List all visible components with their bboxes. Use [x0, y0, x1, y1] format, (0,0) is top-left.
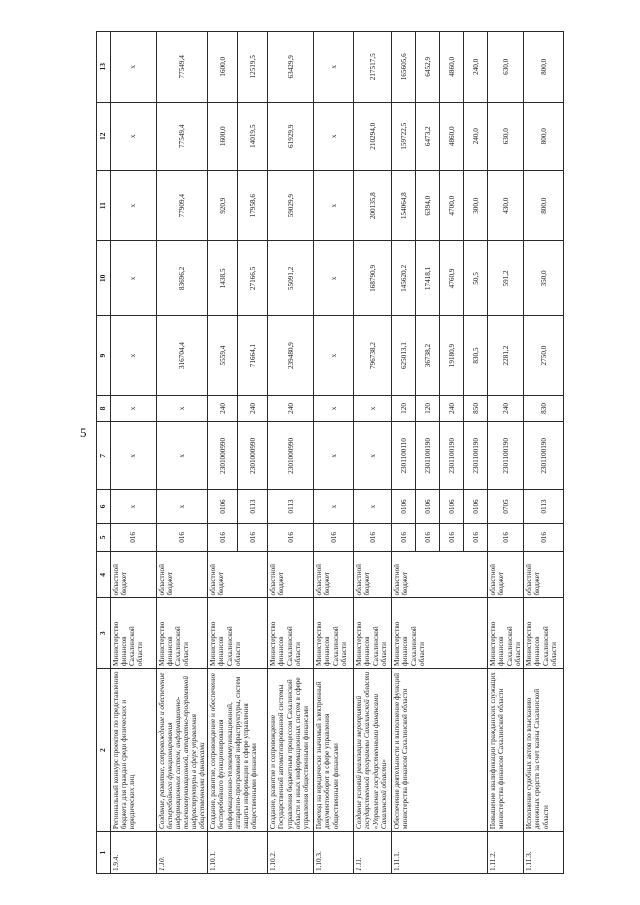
amount-v10: x [314, 241, 354, 316]
measure-name: Обеспечение деятельности и выполнение функций министерства финансов Сахалинской области [392, 669, 488, 832]
target-article: 2301100190 [416, 422, 440, 490]
executor: Министерство финансов Сахалинской области [314, 598, 354, 669]
amount-v9: 2750,0 [524, 316, 564, 395]
column-header: 1 [97, 832, 111, 874]
section-code: 0113 [524, 490, 564, 523]
target-article: x [111, 422, 157, 490]
amount-v9: 625013,1 [392, 316, 416, 395]
column-header: 11 [97, 170, 111, 241]
header-row [97, 32, 111, 874]
amount-v9: 2281,2 [488, 316, 524, 395]
amount-v12: 800,0 [524, 102, 564, 170]
table-row [268, 32, 314, 874]
amount-v12: 159722,5 [392, 102, 416, 170]
target-article: x [314, 422, 354, 490]
amount-v12: 4860,0 [440, 102, 464, 170]
table-row [354, 32, 392, 874]
rotated-table-wrapper [96, 31, 558, 874]
amount-v13: 77549,4 [157, 32, 208, 103]
grbs-code: 016 [314, 523, 354, 552]
target-article: 2301100190 [488, 422, 524, 490]
amount-v10: 168790,9 [354, 241, 392, 316]
amount-v11: 430,0 [488, 170, 524, 241]
measure-name: Повышение квалификации гражданских служащих министерства финансов Сахалинской области [488, 669, 524, 832]
amount-v13: 217517,5 [354, 32, 392, 103]
section-code: x [354, 490, 392, 523]
table-row [157, 32, 208, 874]
section-code: 0113 [268, 490, 314, 523]
grbs-code: 016 [268, 523, 314, 552]
amount-v11: 17958,6 [238, 170, 268, 241]
expense-type: x [157, 395, 208, 421]
executor: Министерство финансов Сахалинской области [488, 598, 524, 669]
amount-v11: 59029,9 [268, 170, 314, 241]
row-number: 1.11.2. [488, 832, 524, 874]
row-number: 1.10.3. [314, 832, 354, 874]
amount-v12: 14019,5 [238, 102, 268, 170]
amount-v13: x [314, 32, 354, 103]
section-code: 0705 [488, 490, 524, 523]
amount-v9: x [314, 316, 354, 395]
funding-source: областной бюджет [524, 552, 564, 598]
measure-name: Переход на юридически значимый электронный документооборот в сфере управления общественными финансами [314, 669, 354, 832]
expense-type: 120 [416, 395, 440, 421]
grbs-code: 016 [392, 523, 416, 552]
funding-source: областной бюджет [157, 552, 208, 598]
expense-type: x [111, 395, 157, 421]
target-article: 2301000990 [268, 422, 314, 490]
amount-v9: 71664,1 [238, 316, 268, 395]
amount-v10: 145620,2 [392, 241, 416, 316]
column-header: 12 [97, 102, 111, 170]
expense-type: x [354, 395, 392, 421]
funding-source: областной бюджет [111, 552, 157, 598]
section-code: 0106 [392, 490, 416, 523]
amount-v12: 240,0 [464, 102, 488, 170]
target-article: 2301100190 [524, 422, 564, 490]
amount-v11: x [111, 170, 157, 241]
measure-name: Региональный конкурс проектов по представлению бюджета для граждан среди физических и юридических лиц [111, 669, 157, 832]
grbs-code: 016 [157, 523, 208, 552]
section-code: 0106 [208, 490, 238, 523]
amount-v9: 830,5 [464, 316, 488, 395]
expense-type: 120 [392, 395, 416, 421]
funding-source: областной бюджет [488, 552, 524, 598]
executor: Министерство финансов Сахалинской области [354, 598, 392, 669]
amount-v10: 4760,9 [440, 241, 464, 316]
funding-source: областной бюджет [208, 552, 268, 598]
column-header: 2 [97, 669, 111, 832]
table-row [314, 32, 354, 874]
row-number: 1.11. [354, 832, 392, 874]
table-row [208, 32, 238, 874]
amount-v13: 6452,9 [416, 32, 440, 103]
column-header: 13 [97, 32, 111, 103]
amount-v10: 83696,2 [157, 241, 208, 316]
amount-v13: 165605,6 [392, 32, 416, 103]
measure-name: Исполнение судебных актов по взысканию денежных средств за счет казны Сахалинской области [524, 669, 564, 832]
amount-v12: 77549,4 [157, 102, 208, 170]
executor: Министерство финансов Сахалинской области [111, 598, 157, 669]
section-code: 0106 [464, 490, 488, 523]
grbs-code: 016 [440, 523, 464, 552]
column-header: 5 [97, 523, 111, 552]
amount-v12: 6473,2 [416, 102, 440, 170]
amount-v9: 19180,9 [440, 316, 464, 395]
grbs-code: 016 [111, 523, 157, 552]
funding-source: областной бюджет [354, 552, 392, 598]
expense-type: 850 [464, 395, 488, 421]
table-row [488, 32, 524, 874]
amount-v11: 154064,8 [392, 170, 416, 241]
executor: Министерство финансов Сахалинской области [268, 598, 314, 669]
row-number: 1.11.1. [392, 832, 488, 874]
column-header: 6 [97, 490, 111, 523]
amount-v9: 5559,4 [208, 316, 238, 395]
amount-v13: 4860,0 [440, 32, 464, 103]
amount-v11: 77909,4 [157, 170, 208, 241]
amount-v9: 316704,4 [157, 316, 208, 395]
funding-source: областной бюджет [268, 552, 314, 598]
column-header: 7 [97, 422, 111, 490]
row-number: 1.10.2. [268, 832, 314, 874]
funding-source: областной бюджет [314, 552, 354, 598]
grbs-code: 016 [416, 523, 440, 552]
section-code: 0106 [440, 490, 464, 523]
amount-v11: 200135,8 [354, 170, 392, 241]
target-article: x [354, 422, 392, 490]
row-number: 1.9.4. [111, 832, 157, 874]
target-article: 2301000990 [208, 422, 238, 490]
amount-v10: 350,0 [524, 241, 564, 316]
row-number: 1.11.3. [524, 832, 564, 874]
grbs-code: 016 [524, 523, 564, 552]
target-article: x [157, 422, 208, 490]
measure-name: Создание условий реализации мероприятий государственной программы Сахалинской области «Управление государственными финансами Сахалинской области» [354, 669, 392, 832]
grbs-code: 016 [238, 523, 268, 552]
expense-type: 240 [208, 395, 238, 421]
grbs-code: 016 [208, 523, 238, 552]
grbs-code: 016 [464, 523, 488, 552]
executor: Министерство финансов Сахалинской области [157, 598, 208, 669]
table-row [524, 32, 564, 874]
measure-name: Создание, развитие и сопровождение Государственной автоматизированной системы управления бюджетным процессом Сахалинской области и иных информационных систем в сфере управления общественными финансами [268, 669, 314, 832]
expense-type: 830 [524, 395, 564, 421]
amount-v12: 630,0 [488, 102, 524, 170]
amount-v12: 1600,0 [208, 102, 238, 170]
amount-v11: 800,0 [524, 170, 564, 241]
amount-v10: 591,2 [488, 241, 524, 316]
amount-v13: 240,0 [464, 32, 488, 103]
amount-v11: 4700,0 [440, 170, 464, 241]
expense-type: 240 [268, 395, 314, 421]
executor: Министерство финансов Сахалинской области [392, 598, 488, 669]
funding-source: областной бюджет [392, 552, 488, 598]
executor: Министерство финансов Сахалинской области [524, 598, 564, 669]
amount-v11: 920,9 [208, 170, 238, 241]
amount-v13: x [111, 32, 157, 103]
page-number: 5 [80, 425, 87, 440]
target-article: 2301100190 [464, 422, 488, 490]
amount-v13: 63429,9 [268, 32, 314, 103]
target-article: 2301100110 [392, 422, 416, 490]
expense-type: 240 [238, 395, 268, 421]
amount-v10: 27166,5 [238, 241, 268, 316]
expense-type: 240 [440, 395, 464, 421]
amount-v11: 300,0 [464, 170, 488, 241]
measure-name: Создание, развитие, сопровождение и обеспечение бесперебойного функционирования информационно-телекоммуникационной, аппаратно-программной инфраструктуры, систем защиты информации в сфере управления общественными финансами [208, 669, 268, 832]
amount-v12: 61929,9 [268, 102, 314, 170]
column-header: 9 [97, 316, 111, 395]
amount-v13: 800,0 [524, 32, 564, 103]
column-header: 8 [97, 395, 111, 421]
expense-type: x [314, 395, 354, 421]
amount-v11: x [314, 170, 354, 241]
amount-v9: 239480,9 [268, 316, 314, 395]
table-row [111, 32, 157, 874]
row-number: 1.10.1. [208, 832, 268, 874]
grbs-code: 016 [488, 523, 524, 552]
amount-v10: 50,5 [464, 241, 488, 316]
amount-v10: 17418,1 [416, 241, 440, 316]
row-number: 1.10. [157, 832, 208, 874]
column-header: 10 [97, 241, 111, 316]
amount-v13: 630,0 [488, 32, 524, 103]
table-row [392, 32, 416, 874]
section-code: x [111, 490, 157, 523]
section-code: x [314, 490, 354, 523]
grbs-code: 016 [354, 523, 392, 552]
section-code: x [157, 490, 208, 523]
amount-v13: 1600,0 [208, 32, 238, 103]
amount-v10: x [111, 241, 157, 316]
target-article: 2301100190 [440, 422, 464, 490]
amount-v12: x [314, 102, 354, 170]
amount-v9: 36738,2 [416, 316, 440, 395]
executor: Министерство финансов Сахалинской области [208, 598, 268, 669]
amount-v11: 6394,0 [416, 170, 440, 241]
program-table [96, 31, 564, 874]
amount-v9: 796738,2 [354, 316, 392, 395]
section-code: 0106 [416, 490, 440, 523]
measure-name: Создание, развитие, сопровождение и обеспечение бесперебойного функционирования информационных систем, информационно-телекоммуникационной, аппаратно-программной инфраструктуры в сфере управления общественными финансами [157, 669, 208, 832]
target-article: 2301000990 [238, 422, 268, 490]
amount-v12: x [111, 102, 157, 170]
amount-v10: 1438,5 [208, 241, 238, 316]
column-header: 3 [97, 598, 111, 669]
amount-v10: 55091,2 [268, 241, 314, 316]
column-header: 4 [97, 552, 111, 598]
amount-v12: 210294,0 [354, 102, 392, 170]
expense-type: 240 [488, 395, 524, 421]
amount-v9: x [111, 316, 157, 395]
section-code: 0113 [238, 490, 268, 523]
amount-v13: 12519,5 [238, 32, 268, 103]
